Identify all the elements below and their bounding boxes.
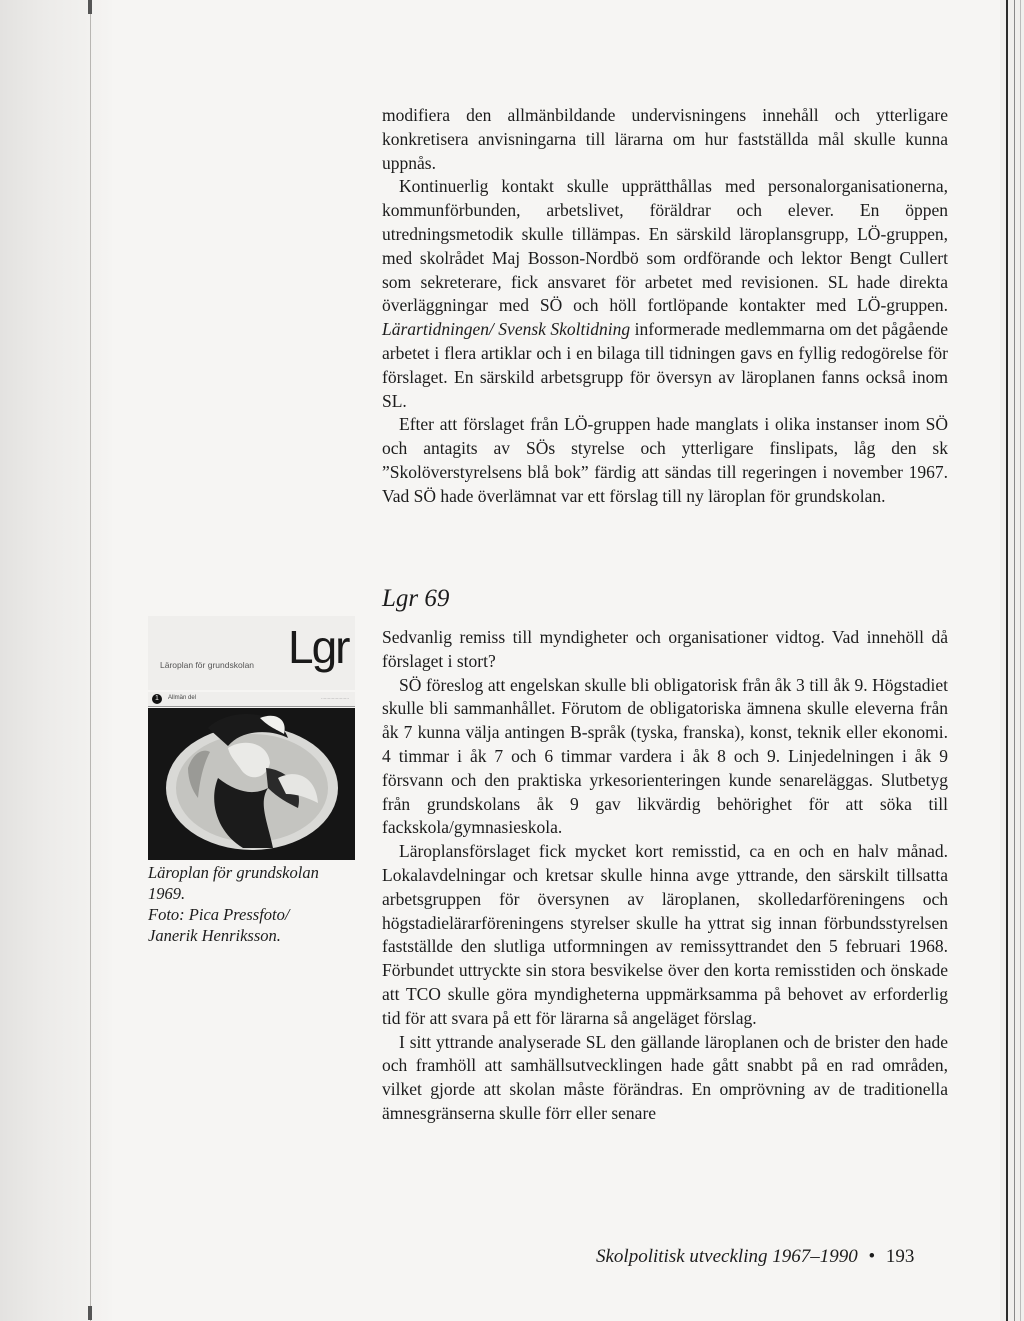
paragraph: Kontinuerlig kontakt skulle upprätthållas med personalorganisationerna, kommunförbunden, arbetslivet, föräldrar och elever. En öppen utredningsmetodik skulle tillämpas. En särskild läroplansgrupp, LÖ-gruppen, med skolrådet Maj Bosson-Nordbö som ordförande och lektor Bengt Cullert som sekreterare, fick ansvaret för arbetet med revisionen. SL hade direkta överläggningar med SÖ och höll fortlöpande kontakter med LÖ-gruppen. Lärartidningen/ Svensk Skoltidning informerade medlemmarna om det pågående arbetet i flera artiklar och i en bilaga till tidningen gavs en fyllig redogörelse för förslaget. En särskild arbetsgrupp för översyn av läroplanen fanns också inom SL. xyxy=(382,176,948,411)
journal-title: Lärartidningen/ Svensk Skoltidning xyxy=(382,319,631,340)
caption-line: Läroplan för grundskolan xyxy=(148,863,319,882)
running-footer xyxy=(596,1246,914,1268)
binding-tick-top xyxy=(88,0,92,14)
paragraph: Efter att förslaget från LÖ-gruppen hade manglats i olika instanser inom SÖ och antagits av SÖs styrelse och ytterligare finslipats, låg den sk ”Skolöverstyrelsens blå bok” färdig att sändas till regeringen i november 1967. Vad SÖ hade överlämnat var ett förslag till ny läroplan för grundskolan. xyxy=(382,414,948,506)
book-cover-figure xyxy=(148,616,355,860)
cover-number: 1 xyxy=(152,694,162,704)
cover-title: Läroplan för grundskolan xyxy=(160,660,255,670)
page-edge xyxy=(1000,0,1024,1321)
text-column-top xyxy=(382,104,948,509)
book-binding-shadow xyxy=(0,0,112,1321)
paragraph: modifiera den allmänbildande undervisningens innehåll och ytterligare konkretisera anvisningarna till lärarna om hur fastställda mål skulle kunna uppnås. xyxy=(382,105,948,173)
cover-logo: Lgr xyxy=(288,621,349,673)
section-heading: Lgr 69 xyxy=(382,585,450,612)
caption-line: 1969. xyxy=(148,884,186,903)
cover-band-fineprint: ····················· xyxy=(321,696,349,701)
footer-title: Skolpolitisk utveckling 1967–1990 xyxy=(596,1246,858,1267)
binding-line xyxy=(90,0,91,1321)
figure-caption xyxy=(148,862,368,946)
cover-part: Allmän del xyxy=(168,695,197,701)
page-number: 193 xyxy=(885,1246,915,1267)
caption-line: Janerik Henriksson. xyxy=(148,926,281,945)
text-column-section xyxy=(382,585,948,1126)
cover-illustration xyxy=(148,708,355,860)
paragraph: Sedvanlig remiss till myndigheter och organisationer vidtog. Vad innehöll då förslaget i stort? xyxy=(382,627,948,671)
footer-separator: • xyxy=(868,1246,876,1267)
paragraph: Läroplansförslaget fick mycket kort remisstid, ca en och en halv månad. Lokalavdelningar och kretsar skulle hinna avge yttrande, den särskilt tillsatta arbetsgruppen för översynen av läroplanen, skolledarföreningens och högstadielärarföreningens styrelser skulle ha yttrat sig innan förbundsstyrelsen fastställde den slutliga utformningen av remissyttrandet den 5 februari 1968. Förbundet uttryckte sin stora besvikelse över den korta remisstiden och önskade att TCO skulle göra myndigheterna uppmärksamma på behovet av erforderlig tid för att svara på ett för lärarna så angeläget förslag. xyxy=(382,841,948,1028)
caption-line: Foto: Pica Pressfoto/ xyxy=(148,905,290,924)
cover-header xyxy=(148,616,355,690)
cover-band xyxy=(148,692,355,707)
binding-tick-bottom xyxy=(88,1306,92,1320)
paragraph: SÖ föreslog att engelskan skulle bli obligatorisk från åk 3 till åk 9. Högstadiet skulle bli sammanhållet. Förutom de obligatoriska ämnena skulle eleverna från åk 7 kunna välja antingen B-språk (tyska, franska), konst, teknik eller ekonomi. 4 timmar i åk 7 och 6 timmar vardera i åk 8 och 9. Linjedelningen i åk 9 försvann och den praktiska yrkesorienteringen kunde senareläggas. Slutbetyg från grundskolans åk 9 gav likvärdig behörighet för att söka till fackskola/gymnasieskola. xyxy=(382,674,948,838)
paragraph: I sitt yttrande analyserade SL den gällande läroplanen och de brister den hade och framhöll att samhällsutvecklingen hade gått snabbt på en rad områden, vilket gjorde att skolan måste förändras. En omprövning av de traditionella ämnesgränserna skulle förr eller senare xyxy=(382,1031,948,1123)
